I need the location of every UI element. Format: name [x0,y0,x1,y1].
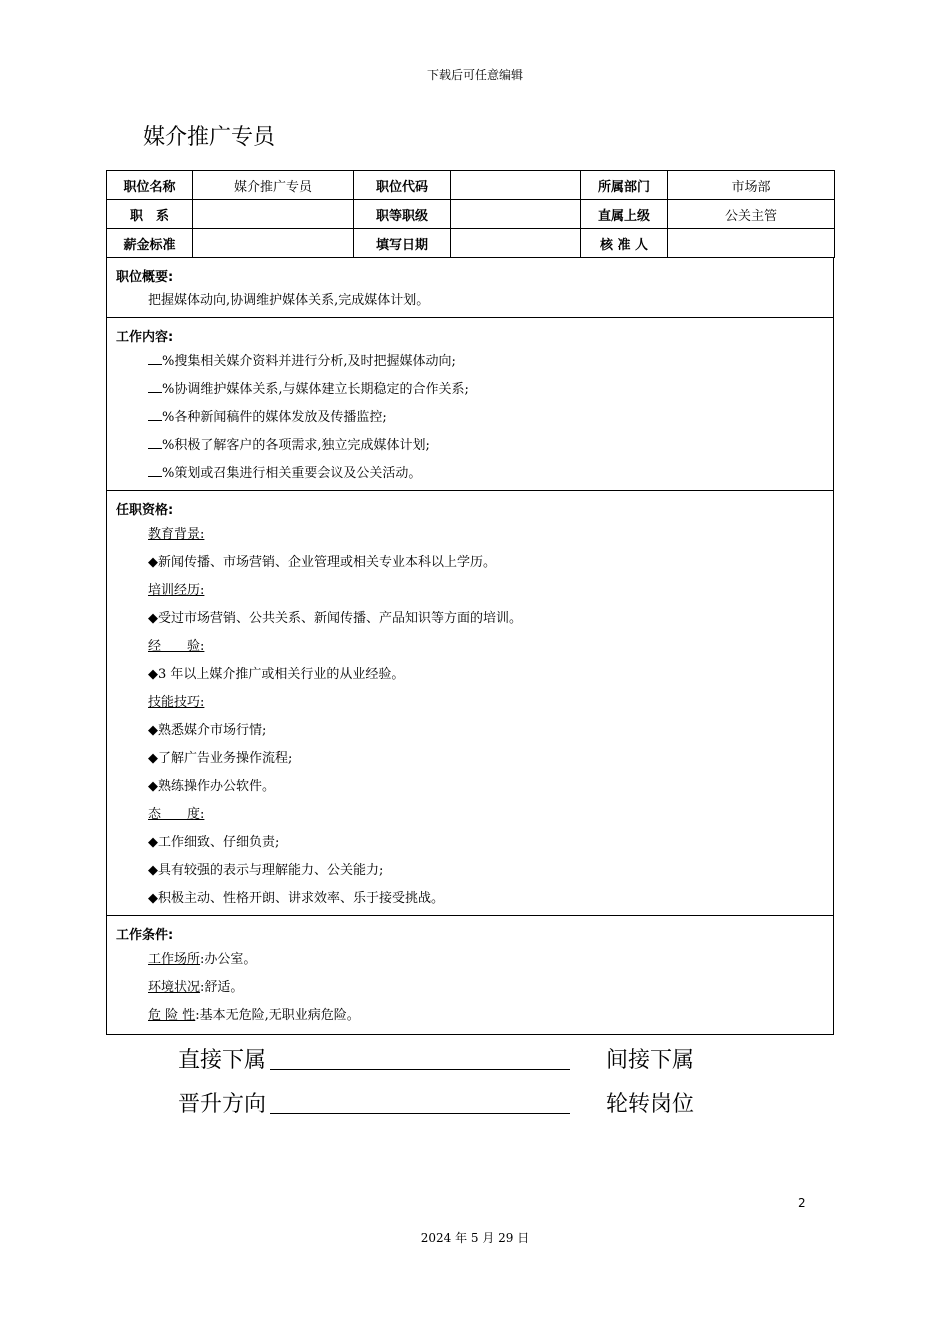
page-title: 媒介推广专员 [143,125,276,150]
cell-value: 公关主管 [668,200,835,229]
rotation-label: 轮转岗位 [606,1092,695,1117]
list-item: ◆了解广告业务操作流程; [148,751,293,766]
cell-label: 薪金标准 [107,229,193,258]
cell-value: 媒介推广专员 [193,171,354,200]
list-item: %搜集相关媒介资料并进行分析,及时把握媒体动向; [148,348,833,376]
education-label: 教育背景: [148,527,205,542]
list-item: ◆熟悉媒介市场行情; [148,723,267,738]
cell-value [451,229,581,258]
cell-value [668,229,835,258]
footer-date: 2024 年 5 月 29 日 [420,1231,530,1245]
training-label: 培训经历: [148,583,205,598]
overview-section [106,258,834,318]
cell-value [193,200,354,229]
header-note: 下载后可任意编辑 [426,68,523,82]
table-row [107,171,835,200]
fill-in-line [270,1113,570,1114]
section-heading: 工作条件: [116,928,174,943]
cell-label: 职位代码 [354,171,451,200]
experience-label: 经 验: [148,639,205,654]
section-heading: 职位概要: [116,270,174,285]
page-number: 2 [798,1196,806,1210]
cell-label: 所属部门 [581,171,668,200]
list-item: ◆熟练操作办公软件。 [148,779,275,794]
duties-section [106,318,834,491]
skills-label: 技能技巧: [148,695,205,710]
condition-place: 工作场所:办公室。 [148,952,257,967]
cell-label: 职 系 [107,200,193,229]
indirect-subordinate-label: 间接下属 [606,1048,695,1073]
cell-value [193,229,354,258]
fill-in-line [270,1069,570,1070]
condition-environment: 环境状况:舒适。 [148,980,244,995]
list-item: ◆工作细致、仔细负责; [148,835,280,850]
cell-label: 填写日期 [354,229,451,258]
cell-value: 市场部 [668,171,835,200]
section-heading: 任职资格: [116,503,174,518]
qualifications-section [106,491,834,916]
list-item: %策划或召集进行相关重要会议及公关活动。 [148,460,833,488]
cell-value [451,200,581,229]
promotion-label: 晋升方向 [178,1092,267,1117]
attitude-label: 态 度: [148,807,205,822]
cell-label: 职等职级 [354,200,451,229]
section-heading: 工作内容: [116,330,174,345]
list-item: ◆具有较强的表示与理解能力、公关能力; [148,863,384,878]
cell-label: 核 准 人 [581,229,668,258]
list-item: %各种新闻稿件的媒体发放及传播监控; [148,404,833,432]
condition-risk: 危 险 性:基本无危险,无职业病危险。 [148,1008,360,1023]
cell-value [451,171,581,200]
training-text: ◆受过市场营销、公共关系、新闻传播、产品知识等方面的培训。 [148,611,522,626]
cell-label: 直属上级 [581,200,668,229]
position-info-table [106,170,835,258]
list-item: %积极了解客户的各项需求,独立完成媒体计划; [148,432,833,460]
experience-text: ◆3 年以上媒介推广或相关行业的从业经验。 [148,667,405,682]
cell-label: 职位名称 [107,171,193,200]
direct-subordinate-label: 直接下属 [178,1048,267,1073]
list-item: ◆积极主动、性格开朗、讲求效率、乐于接受挑战。 [148,891,444,906]
table-row [107,229,835,258]
list-item: %协调维护媒体关系,与媒体建立长期稳定的合作关系; [148,376,833,404]
table-row [107,200,835,229]
education-text: ◆新闻传播、市场营销、企业管理或相关专业本科以上学历。 [148,555,496,570]
conditions-section [106,916,834,1035]
overview-text: 把握媒体动向,协调维护媒体关系,完成媒体计划。 [148,293,430,308]
